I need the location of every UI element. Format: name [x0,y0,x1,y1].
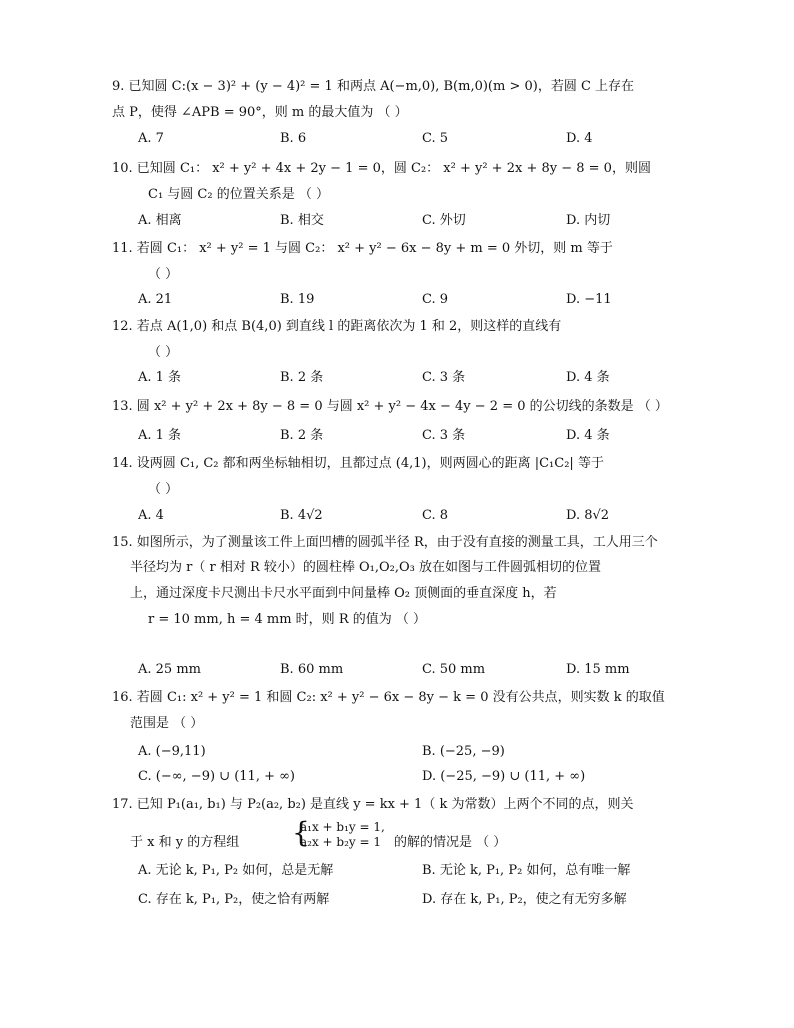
option-q11-b: B. 19 [280,292,315,307]
option-q16-d: D. (−25, −9) ∪ (11, + ∞) [422,769,586,784]
question-line-q17-l1: 17. 已知 P₁(a₁, b₁) 与 P₂(a₂, b₂) 是直线 y = kx + 1（ k 为常数）上两个不同的点，则关 [112,797,634,812]
question-line-q15-l3: 上，通过深度卡尺测出卡尺水平面到中间量棒 O₂ 顶侧面的垂直深度 h，若 [130,586,557,601]
question-line-q17-l2: 于 x 和 y 的方程组 [130,835,240,850]
question-line-q10-l2: C₁ 与圆 C₂ 的位置关系是 （ ） [148,187,329,202]
equation-system [292,816,385,850]
option-q12-d: D. 4 条 [566,370,610,385]
option-q10-a: A. 相离 [138,213,182,228]
option-q12-a: A. 1 条 [138,370,182,385]
question-line-q11-l1: 11. 若圆 C₁： x² + y² = 1 与圆 C₂： x² + y² − 6x − 8y + m = 0 外切，则 m 等于 [112,241,613,256]
option-q9-b: B. 6 [280,131,307,146]
option-q15-b: B. 60 mm [280,662,344,677]
option-q11-d: D. −11 [566,292,612,307]
option-q17-b: B. 无论 k, P₁, P₂ 如何，总有唯一解 [422,863,631,878]
option-q16-c: C. (−∞, −9) ∪ (11, + ∞) [138,769,296,784]
option-q9-c: C. 5 [422,131,449,146]
question-line-q16-l2: 范围是 （ ） [130,716,204,731]
equation-2: a₂x + b₂y = 1 [300,835,382,849]
option-q9-a: A. 7 [138,131,164,146]
question-line-q17-l3: 的解的情况是 （ ） [394,835,507,850]
option-q10-d: D. 内切 [566,213,611,228]
option-q11-a: A. 21 [138,292,173,307]
option-q12-c: C. 3 条 [422,370,466,385]
option-q17-c: C. 存在 k, P₁, P₂，使之恰有两解 [138,892,330,907]
option-q16-b: B. (−25, −9) [422,744,505,759]
equation-1: a₁x + b₁y = 1, [300,820,385,834]
question-line-q9-l1: 9. 已知圆 C:(x − 3)² + (y − 4)² = 1 和两点 A(−m,0), B(m,0)(m > 0)，若圆 C 上存在 [112,79,635,94]
option-q15-d: D. 15 mm [566,662,630,677]
option-q14-a: A. 4 [138,508,164,523]
question-line-q14-l2: （ ） [148,482,179,497]
question-line-q11-l2: （ ） [148,267,179,282]
question-line-q12-l1: 12. 若点 A(1,0) 和点 B(4,0) 到直线 l 的距离依次为 1 和 2，则这样的直线有 [112,319,562,334]
question-line-q12-l2: （ ） [148,345,179,360]
option-q13-d: D. 4 条 [566,428,610,443]
question-line-q10-l1: 10. 已知圆 C₁： x² + y² + 4x + 2y − 1 = 0，圆 C₂： x² + y² + 2x + 8y − 8 = 0，则圆 [112,161,651,176]
option-q9-d: D. 4 [566,131,593,146]
option-q13-b: B. 2 条 [280,428,324,443]
option-q12-b: B. 2 条 [280,370,324,385]
option-q16-a: A. (−9,11) [138,744,206,759]
option-q17-d: D. 存在 k, P₁, P₂，使之有无穷多解 [422,892,627,907]
question-line-q16-l1: 16. 若圆 C₁: x² + y² = 1 和圆 C₂: x² + y² − 6x − 8y − k = 0 没有公共点，则实数 k 的取值 [112,690,665,705]
option-q10-b: B. 相交 [280,213,324,228]
question-line-q15-l1: 15. 如图所示，为了测量该工件上面凹槽的圆弧半径 R，由于没有直接的测量工具，工人用三个 [112,535,658,550]
option-q11-c: C. 9 [422,292,449,307]
left-brace: { [292,816,310,849]
option-q13-c: C. 3 条 [422,428,466,443]
option-q15-c: C. 50 mm [422,662,486,677]
option-q13-a: A. 1 条 [138,428,182,443]
option-q15-a: A. 25 mm [138,662,201,677]
option-q14-c: C. 8 [422,508,449,523]
option-q14-b: B. 4√2 [280,508,323,523]
question-line-q15-l2: 半径均为 r（ r 相对 R 较小）的圆柱棒 O₁,O₂,O₃ 放在如图与工件圆弧相切的位置 [130,560,602,575]
question-line-q9-l2: 点 P，使得 ∠APB = 90°，则 m 的最大值为 （ ） [112,105,408,120]
option-q17-a: A. 无论 k, P₁, P₂ 如何，总是无解 [138,863,334,878]
question-line-q14-l1: 14. 设两圆 C₁, C₂ 都和两坐标轴相切，且都过点 (4,1)，则两圆心的距离 |C₁C₂| 等于 [112,456,604,471]
question-line-q15-l4: r = 10 mm, h = 4 mm 时，则 R 的值为 （ ） [148,612,427,627]
question-line-q13-l1: 13. 圆 x² + y² + 2x + 8y − 8 = 0 与圆 x² + y² − 4x − 4y − 2 = 0 的公切线的条数是 （ ） [112,399,668,414]
option-q14-d: D. 8√2 [566,508,610,523]
option-q10-c: C. 外切 [422,213,466,228]
